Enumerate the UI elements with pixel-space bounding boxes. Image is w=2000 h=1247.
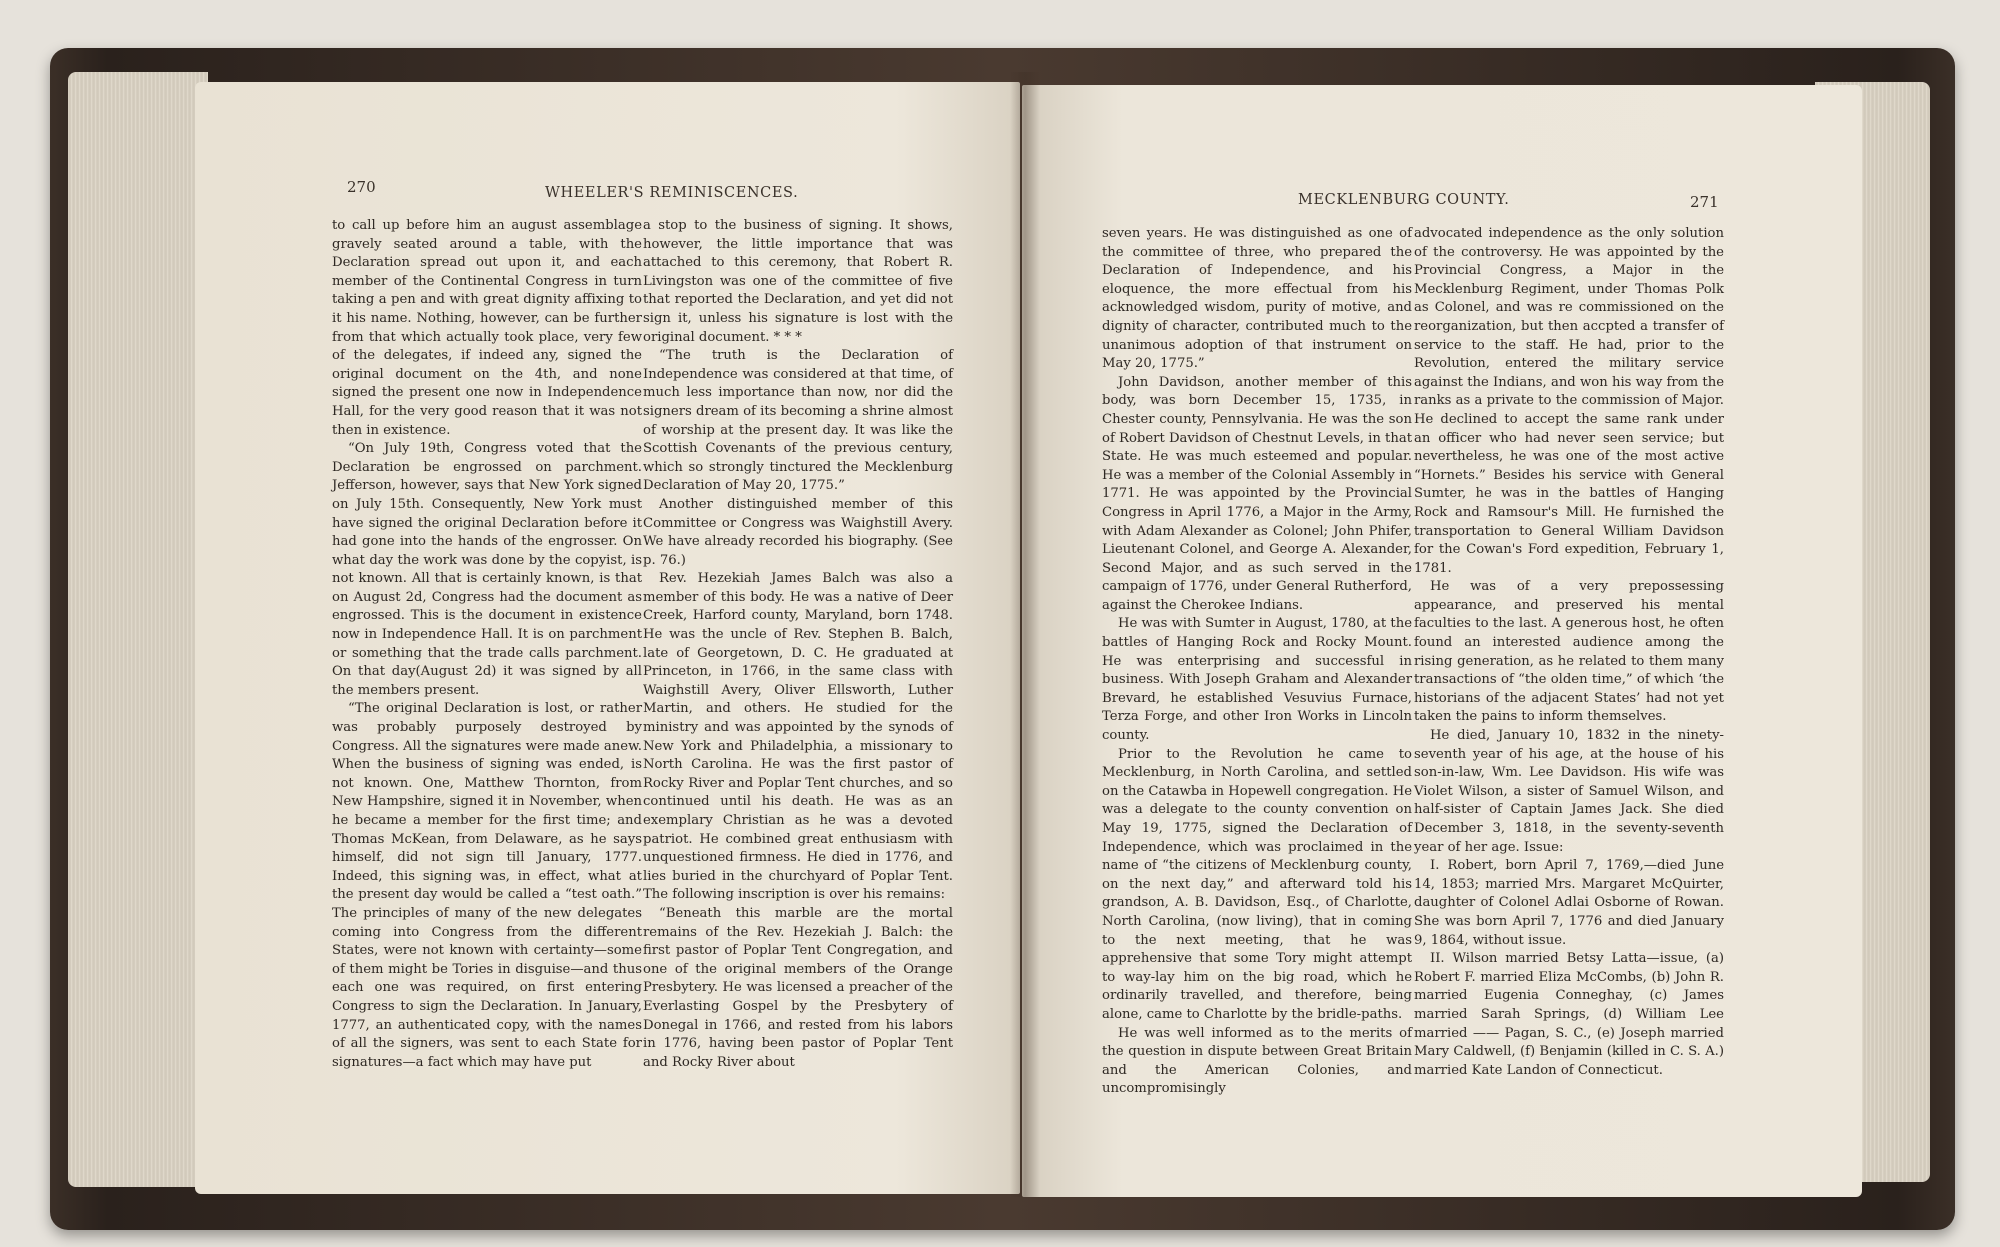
paragraph: “On July 19th, Congress voted that the Declaration be engrossed on parchment. Jefferson, however, says that New York signed on July 15th. Consequently, New York must have signed the original Declaration before it had gone into the hands of the engrosser. On what day the work was done by the copyist, is not known. All that is certainly known, is that on August 2d, Congress had the document as engrossed. This is the document in existence now in Independence Hall. It is on parchment or something that the trade calls parchment. On that day(August 2d) it was signed by all the members present. <box>332 441 642 698</box>
running-head-left: WHEELER'S REMINISCENCES. <box>545 185 799 201</box>
paragraph: II. Wilson married Betsy Latta—issue, (a) Robert F. married Eliza McCombs, (b) John R. married Eugenia Conneghay, (c) James married Sarah Springs, (d) William Lee married —— Pagan, S. C., (e) Joseph married Mary Caldwell, (f) Benjamin (killed in C. S. A.) married Kate Landon of Connecticut. <box>1414 951 1724 1078</box>
paragraph: seven years. He was distinguished as one of the committee of three, who prepared the Declaration of Independence, and his eloquence, the more effectual from his acknowledged wisdom, purity of motive, and dignity of character, contributed much to the unanimous adoption of that instrument on May 20, 1775.” <box>1102 226 1412 372</box>
page-number-left: 270 <box>347 178 376 196</box>
book-spine-gutter <box>1010 72 1040 1197</box>
paragraph: a stop to the business of signing. It shows, however, the little importance that was attached to this ceremony, that Robert R. Livingston was one of the committee of five that reported the Declaration, and yet did not sign it, unless his signature is lost with the original document. * * * <box>643 218 953 345</box>
paragraph: He was of a very prepossessing appearance, and preserved his mental faculties to the last. A generous host, he often found an interested audience among the rising generation, as he related to them many transactions of “the olden time,” of which ‘the historians of the adjacent States’ had not yet taken the pains to inform themselves. <box>1414 579 1724 725</box>
right-column-1 <box>1102 225 1412 1099</box>
paragraph: I. Robert, born April 7, 1769,—died June 14, 1853; married Mrs. Margaret McQuirter, daughter of Colonel Adlai Osborne of Rowan. She was born April 7, 1776 and died January 9, 1864, without issue. <box>1414 858 1724 948</box>
paragraph: Rev. Hezekiah James Balch was also a member of this body. He was a native of Deer Creek, Harford county, Maryland, born 1748. He was the uncle of Rev. Stephen B. Balch, late of Georgetown, D. C. He graduated at Princeton, in 1766, in the same class with Waighstill Avery, Oliver Ellsworth, Luther Martin, and others. He studied for the ministry and was appointed by the synods of New York and Philadelphia, a missionary to North Carolina. He was the first pastor of Rocky River and Poplar Tent churches, and so continued until his death. He was as an exemplary Christian as he was a devoted patriot. He combined great enthusiasm with unquestioned firmness. He died in 1776, and lies buried in the churchyard of Poplar Tent. The following inscription is over his remains: <box>643 571 953 903</box>
paragraph: He was with Sumter in August, 1780, at the battles of Hanging Rock and Rocky Mount. He was enterprising and successful in business. With Joseph Graham and Alexander Brevard, he established Vesuvius Furnace, Terza Forge, and other Iron Works in Lincoln county. <box>1102 616 1412 744</box>
left-page-edges <box>68 72 208 1187</box>
right-column-2 <box>1414 225 1724 1080</box>
paragraph: Prior to the Revolution he came to Mecklenburg, in North Carolina, and settled on the Catawba in Hopewell congregation. He was a delegate to the county convention on May 19, 1775, signed the Declaration of Independence, which was proclaimed in the name of “the citizens of Mecklenburg county, on the next day,” and afterward told his grandson, A. B. Davidson, Esq., of Charlotte, North Carolina, (now living), that in coming to the next meeting, that he was apprehensive that some Tory might attempt to way-lay him on the big road, which he ordinarily travelled, and therefore, being alone, came to Charlotte by the bridle-paths. <box>1102 746 1412 1022</box>
right-page <box>1022 85 1862 1197</box>
paragraph: He was well informed as to the merits of the question in dispute between Great Britain and the American Colonies, and uncompromisingly <box>1102 1025 1412 1097</box>
left-column-2 <box>643 217 953 1072</box>
paragraph: to call up before him an august assemblage gravely seated around a table, with the Declaration spread out upon it, and each member of the Continental Congress in turn taking a pen and with great dignity affixing to it his name. Nothing, however, can be further from that which actually took place, very few of the delegates, if indeed any, signed the original document on the 4th, and none signed the present one now in Independence Hall, for the very good reason that it was not then in existence. <box>332 218 642 438</box>
paragraph: He died, January 10, 1832 in the ninety-seventh year of his age, at the house of his son-in-law, Wm. Lee Davidson. His wife was Violet Wilson, a sister of Samuel Wilson, and half-sister of Captain James Jack. She died December 3, 1818, in the seventy-seventh year of her age. Issue: <box>1414 728 1724 855</box>
paragraph: John Davidson, another member of this body, was born December 15, 1735, in Chester county, Pennsylvania. He was the son of Robert Davidson of Chestnut Levels, in that State. He was much esteemed and popular. He was a member of the Colonial Assembly in 1771. He was appointed by the Provincial Congress in April 1776, a Major in the Army, with Adam Alexander as Colonel; John Phifer, Lieutenant Colonel, and George A. Alexander, Second Major, and as such served in the campaign of 1776, under General Rutherford, against the Cherokee Indians. <box>1102 374 1412 613</box>
left-column-1 <box>332 217 642 1072</box>
paragraph: Another distinguished member of this Committee or Congress was Waighstill Avery. We have already recorded his biography. (See p. 76.) <box>643 496 953 568</box>
paragraph: “Beneath this marble are the mortal remains of the Rev. Hezekiah J. Balch: the first pastor of Poplar Tent Congregation, and one of the original members of the Orange Presbytery. He was licensed a preacher of the Everlasting Gospel by the Presbytery of Donegal in 1766, and rested from his labors in 1776, having been pastor of Poplar Tent and Rocky River about <box>643 905 953 1070</box>
left-page <box>195 82 1020 1194</box>
running-head-right: MECKLENBURG COUNTY. <box>1298 192 1510 208</box>
page-number-right: 271 <box>1690 193 1719 211</box>
paragraph: “The truth is the Declaration of Independence was considered at that time, of much less importance than now, nor did the signers dream of its becoming a shrine almost of worship at the present day. It was like the Scottish Covenants of the previous century, which so strongly tinctured the Mecklenburg Declaration of May 20, 1775.” <box>643 348 953 494</box>
paragraph: “The original Declaration is lost, or rather was probably purposely destroyed by Congress. All the signatures were made anew. When the business of signing was ended, is not known. One, Matthew Thornton, from New Hampshire, signed it in November, when he became a member for the first time; and Thomas McKean, from Delaware, as he says himself, did not sign till January, 1777. Indeed, this signing was, in effect, what at the present day would be called a “test oath.” The principles of many of the new delegates coming into Congress from the different States, were not known with certainty—some of them might be Tories in disguise—and thus each one was required, on first entering Congress to sign the Declaration. In January, 1777, an authenticated copy, with the names of all the signers, was sent to each State for signatures—a fact which may have put <box>332 701 642 1070</box>
paragraph: advocated independence as the only solution of the controversy. He was appointed by the Provincial Congress, a Major in the Mecklenburg Regiment, under Thomas Polk as Colonel, and was re commissioned on the reorganization, but then accpted a transfer of service to the staff. He had, prior to the Revolution, entered the military service against the Indians, and won his way from the ranks as a private to the commission of Major. He declined to accept the same rank under an officer who had never seen service; but nevertheless, he was one of the most active “Hornets.” Besides his service with General Sumter, he was in the battles of Hanging Rock and Ramsour's Mill. He furnished the transportation to General William Davidson for the Cowan's Ford expedition, February 1, 1781. <box>1414 226 1724 576</box>
